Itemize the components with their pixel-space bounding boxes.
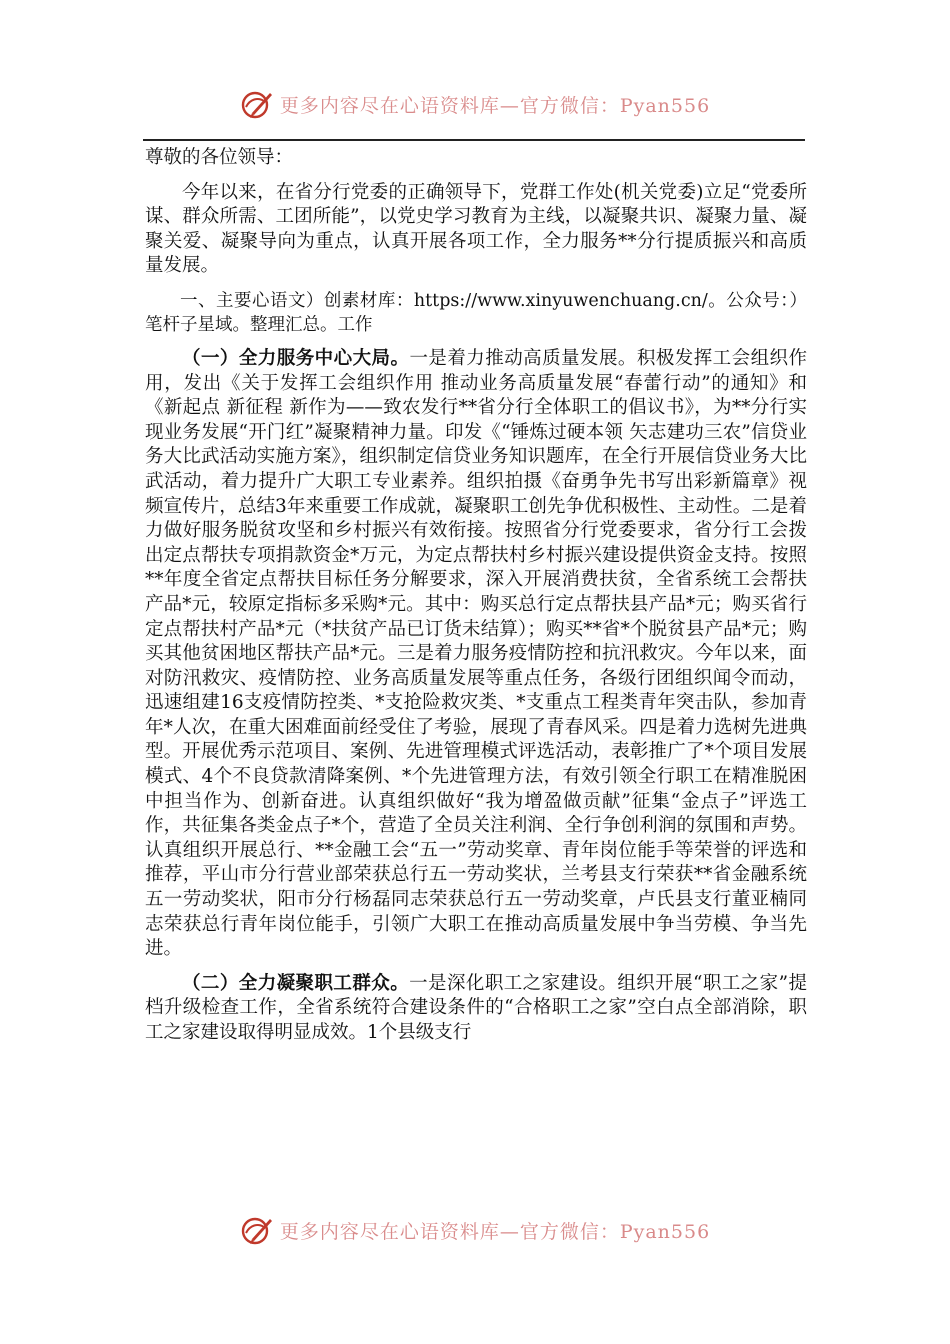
part2-paragraph [145, 972, 807, 1046]
part1-body: 一是着力推动高质量发展。积极发挥工会组织作用，发出《关于发挥工会组织作用 推动业务高质量发展“春蕾行动”的通知》和《新起点 新征程 新作为——致农发行**省分行全体职工的倡议书》，为**分行实现业务发展“开门红”凝聚精神力量。印发《“锤炼过硬本领 矢志建功三农”信贷业务大比武活动实施方案》，组织制定信贷业务知识题库，在全行开展信贷业务大比武活动，着力提升广大职工专业素养。组织拍摄《奋勇争先书写出彩新篇章》视频宣传片，总结3年来重要工作成就，凝聚职工创先争优积极性、主动性。二是着力做好服务脱贫攻坚和乡村振兴有效衔接。按照省分行党委要求，省分行工会拨出定点帮扶专项捐款资金*万元，为定点帮扶村乡村振兴建设提供资金支持。按照**年度全省定点帮扶目标任务分解要求，深入开展消费扶贫，全省系统工会帮扶产品*元，较原定指标多采购*元。其中：购买总行定点帮扶县产品*元；购买省行定点帮扶村产品*元（*扶贫产品已订货未结算）；购买**省*个脱贫县产品*元；购买其他贫困地区帮扶产品*元。三是着力服务疫情防控和抗汛救灾。今年以来，面对防汛救灾、疫情防控、业务高质量发展等重点任务，各级行团组织闻令而动，迅速组建16支疫情防控类、*支抢险救灾类、*支重点工程类青年突击队，参加青年*人次，在重大困难面前经受住了考验，展现了青春风采。四是着力选树先进典型。开展优秀示范项目、案例、先进管理模式评选活动，表彰推广了*个项目发展模式、4个不良贷款清降案例、*个先进管理方法，有效引领全行职工在精准脱困中担当作为、创新奋进。认真组织做好“我为增盈做贡献”征集“金点子”评选工作，共征集各类金点子*个，营造了全员关注利润、全行争创利润的氛围和声势。认真组织开展总行、**金融工会“五一”劳动奖章、青年岗位能手等荣誉的评选和推荐，平山市分行营业部荣获总行五一劳动奖状，兰考县支行荣获**省金融系统五一劳动奖状，阳市分行杨磊同志荣获总行五一劳动奖章，卢氏县支行董亚楠同志荣获总行青年岗位能手，引领广大职工在推动高质量发展中争当劳模、争当先进。 [145, 347, 807, 960]
salutation: 尊敬的各位领导： [145, 147, 294, 168]
header-banner [0, 82, 950, 126]
footer-banner [0, 1208, 950, 1252]
document-body [145, 146, 807, 1046]
part1-paragraph [145, 347, 807, 962]
intro-paragraph: 今年以来，在省分行党委的正确领导下，党群工作处(机关党委)立足“党委所谋、群众所需、工团所能”，以党史学习教育为主线，以凝聚共识、凝聚力量、凝聚关爱、凝聚导向为重点，认真开展各项工作，全力服务**分行提质振兴和高质量发展。 [145, 181, 807, 277]
part2-body: 一是深化职工之家建设。组织开展“职工之家”提档升级检查工作，全省系统符合建设条件的“合格职工之家”空白点全部消除，职工之家建设取得明显成效。1个县级支行 [145, 972, 807, 1043]
banner-text: 更多内容尽在心语资料库—官方微信：Pyan556 [279, 1220, 711, 1243]
pen-logo-icon [240, 1213, 274, 1247]
part2-heading: （二）全力凝聚职工群众。 [182, 972, 410, 994]
section-heading-1: 一、主要心语文）创素材库：https://www.xinyuwenchuang.cn/。公众号：）笔杆子星域。整理汇总。工作 [145, 290, 807, 335]
header-rule [143, 139, 805, 141]
part1-heading: （一）全力服务中心大局。 [182, 347, 410, 369]
pen-logo-icon [240, 87, 274, 121]
banner-text: 更多内容尽在心语资料库—官方微信：Pyan556 [279, 94, 711, 117]
